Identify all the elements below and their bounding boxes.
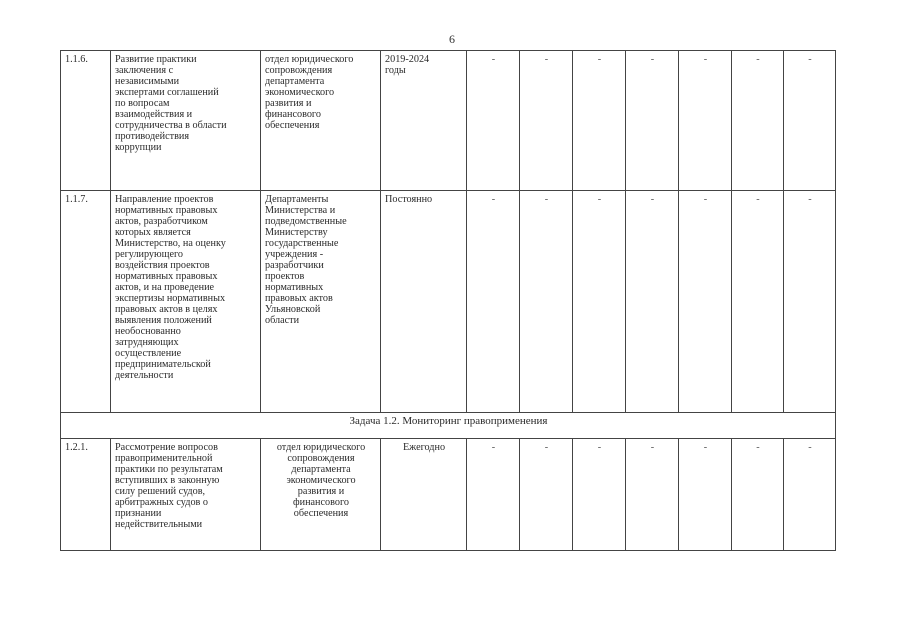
term-cell: Постоянно bbox=[381, 191, 467, 413]
value-cell: - bbox=[626, 51, 679, 191]
table-row bbox=[61, 439, 836, 551]
value-cell: - bbox=[520, 191, 573, 413]
value-cell: - bbox=[573, 191, 626, 413]
value-cell: - bbox=[573, 51, 626, 191]
value-cell: - bbox=[732, 439, 784, 551]
plan-table bbox=[60, 50, 836, 551]
row-number: 1.2.1. bbox=[61, 439, 111, 551]
row-number: 1.1.6. bbox=[61, 51, 111, 191]
value-cell: - bbox=[467, 51, 520, 191]
value-cell: - bbox=[520, 51, 573, 191]
task-heading: Задача 1.2. Мониторинг правоприменения bbox=[61, 413, 836, 439]
value-cell: - bbox=[784, 439, 836, 551]
plan-table-container bbox=[60, 50, 835, 551]
executor-cell: отдел юридического сопровождения департамента экономического развития и финансового обеспечения bbox=[261, 439, 381, 551]
measure-cell: Рассмотрение вопросов правоприменительной практики по результатам вступивших в законную силу решений судов, арбитражных судов о признании недействительными bbox=[111, 439, 261, 551]
measure-cell: Направление проектов нормативных правовых актов, разработчиком которых является Министерство, на оценку регулирующего воздействия проектов нормативных правовых актов, и на проведение экспертизы нормативных правовых актов в целях выявления положений необоснованно затрудняющих осуществление предпринимательской деятельности bbox=[111, 191, 261, 413]
term-cell: Ежегодно bbox=[381, 439, 467, 551]
value-cell: - bbox=[784, 51, 836, 191]
value-cell: - bbox=[467, 191, 520, 413]
value-cell: - bbox=[573, 439, 626, 551]
value-cell: - bbox=[732, 191, 784, 413]
table-row bbox=[61, 51, 836, 191]
executor-cell: Департаменты Министерства и подведомственные Министерству государственные учреждения - разработчики проектов нормативных правовых актов Ульяновской области bbox=[261, 191, 381, 413]
value-cell: - bbox=[679, 439, 732, 551]
value-cell: - bbox=[732, 51, 784, 191]
value-cell: - bbox=[784, 191, 836, 413]
measure-cell: Развитие практики заключения с независимыми экспертами соглашений по вопросам взаимодействия и сотрудничества в области противодействия коррупции bbox=[111, 51, 261, 191]
value-cell: - bbox=[679, 191, 732, 413]
term-cell: 2019-2024 годы bbox=[381, 51, 467, 191]
value-cell: - bbox=[679, 51, 732, 191]
value-cell: - bbox=[626, 191, 679, 413]
value-cell: - bbox=[520, 439, 573, 551]
page-number: 6 bbox=[449, 32, 455, 46]
value-cell: - bbox=[626, 439, 679, 551]
executor-cell: отдел юридического сопровождения департамента экономического развития и финансового обеспечения bbox=[261, 51, 381, 191]
value-cell: - bbox=[467, 439, 520, 551]
task-heading-row bbox=[61, 413, 836, 439]
row-number: 1.1.7. bbox=[61, 191, 111, 413]
table-row bbox=[61, 191, 836, 413]
